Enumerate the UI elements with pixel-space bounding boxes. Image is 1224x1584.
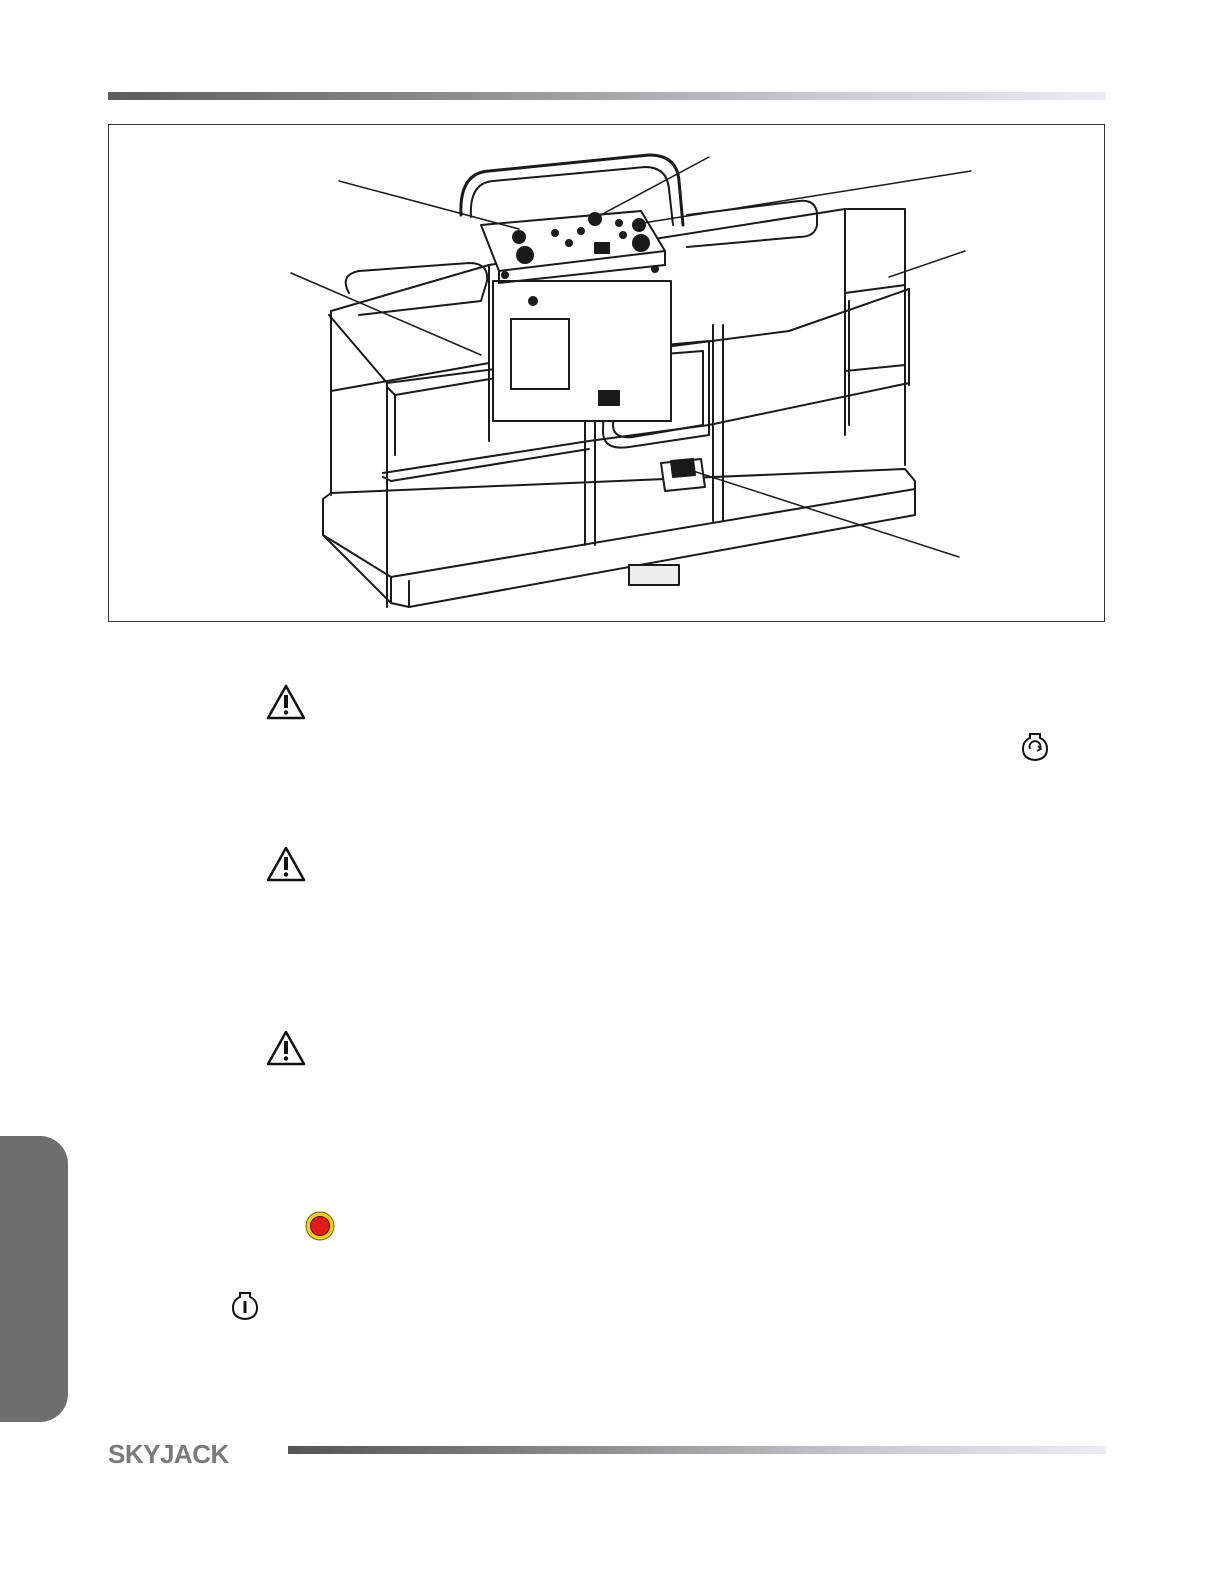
warning-triangle-icon [266,684,306,720]
header-rule [108,92,1106,100]
warning-triangle-icon [266,846,306,882]
emergency-stop-icon [304,1210,336,1242]
footer-brand: SKYJACK [108,1439,229,1468]
platform-figure [108,124,1105,622]
power-icon [230,1290,260,1322]
engine-start-icon [1020,730,1050,764]
footer-rule [288,1446,1106,1454]
section-side-tab [0,1136,68,1422]
platform-drawing [109,125,1106,623]
warning-triangle-icon [266,1030,306,1066]
skyjack-logo [108,1438,280,1468]
